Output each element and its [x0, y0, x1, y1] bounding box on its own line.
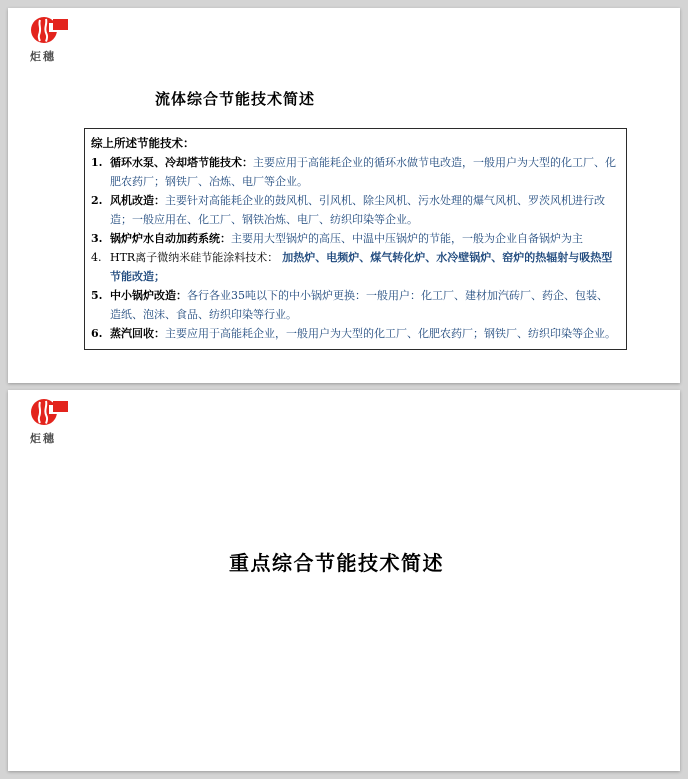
item-number: 2. — [91, 194, 103, 207]
item-head: 循环水泵、冷却塔节能技术： — [110, 156, 253, 169]
item-body: 主要应用于高能耗企业的循环水做节电改造，一般用户为大型的化工厂、化肥农药厂；钢铁厂、冶炼、电厂等企业。 — [110, 156, 616, 188]
item-number: 3. — [91, 232, 103, 245]
content-text-box[interactable] — [84, 128, 627, 350]
item-head: 锅炉炉水自动加药系统： — [110, 232, 231, 245]
slide1-title[interactable]: 流体综合节能技术简述 — [155, 90, 316, 108]
item-body: 主要用大型锅炉的高压、中温中压锅炉的节能，一般为企业自备锅炉为主 — [231, 232, 583, 245]
company-logo[interactable] — [30, 14, 82, 64]
list-item-6 — [91, 324, 618, 343]
box-heading: 综上所述节能技术： — [91, 136, 195, 150]
item-body: 加热炉、电频炉、煤气转化炉、水冷壁锅炉、窑炉的热辐射与吸热型节能改造； — [110, 251, 613, 283]
list-item-2 — [91, 191, 618, 229]
slide-2 — [8, 390, 680, 771]
logo-text: 炬穗 — [30, 50, 56, 63]
item-head: 风机改造： — [110, 194, 165, 207]
slide2-title[interactable]: 重点综合节能技术简述 — [229, 551, 444, 575]
list-item-1 — [91, 153, 618, 191]
item-body: 主要应用于高能耗企业，一般用户为大型的化工厂、化肥农药厂；钢铁厂、纺织印染等企业。 — [165, 327, 616, 340]
item-number: 6. — [91, 327, 103, 340]
company-logo[interactable] — [30, 396, 82, 446]
slide-1 — [8, 8, 680, 383]
item-number: 1. — [91, 156, 103, 169]
flame-logo-icon — [30, 14, 82, 47]
item-head: 蒸汽回收： — [110, 327, 165, 340]
list-item-4 — [91, 248, 618, 286]
item-body: 各行各业35吨以下的中小锅炉更换：一般用户：化工厂、建材加汽砖厂、药企、包装、造纸、泡沫、食品、纺织印染等行业。 — [110, 289, 608, 321]
list-item-3 — [91, 229, 618, 248]
item-number: 4. — [91, 251, 102, 264]
item-number: 5. — [91, 289, 103, 302]
item-head: HTR离子微纳米硅节能涂料技术： — [110, 251, 279, 264]
item-head: 中小锅炉改造： — [110, 289, 187, 302]
logo-text: 炬穗 — [30, 432, 56, 445]
flame-logo-icon — [30, 396, 82, 429]
item-body: 主要针对高能耗企业的鼓风机、引风机、除尘风机、污水处理的爆气风机、罗茨风机进行改造；一般应用在、化工厂、钢铁冶炼、电厂、纺织印染等企业。 — [110, 194, 605, 226]
list-item-5 — [91, 286, 618, 324]
